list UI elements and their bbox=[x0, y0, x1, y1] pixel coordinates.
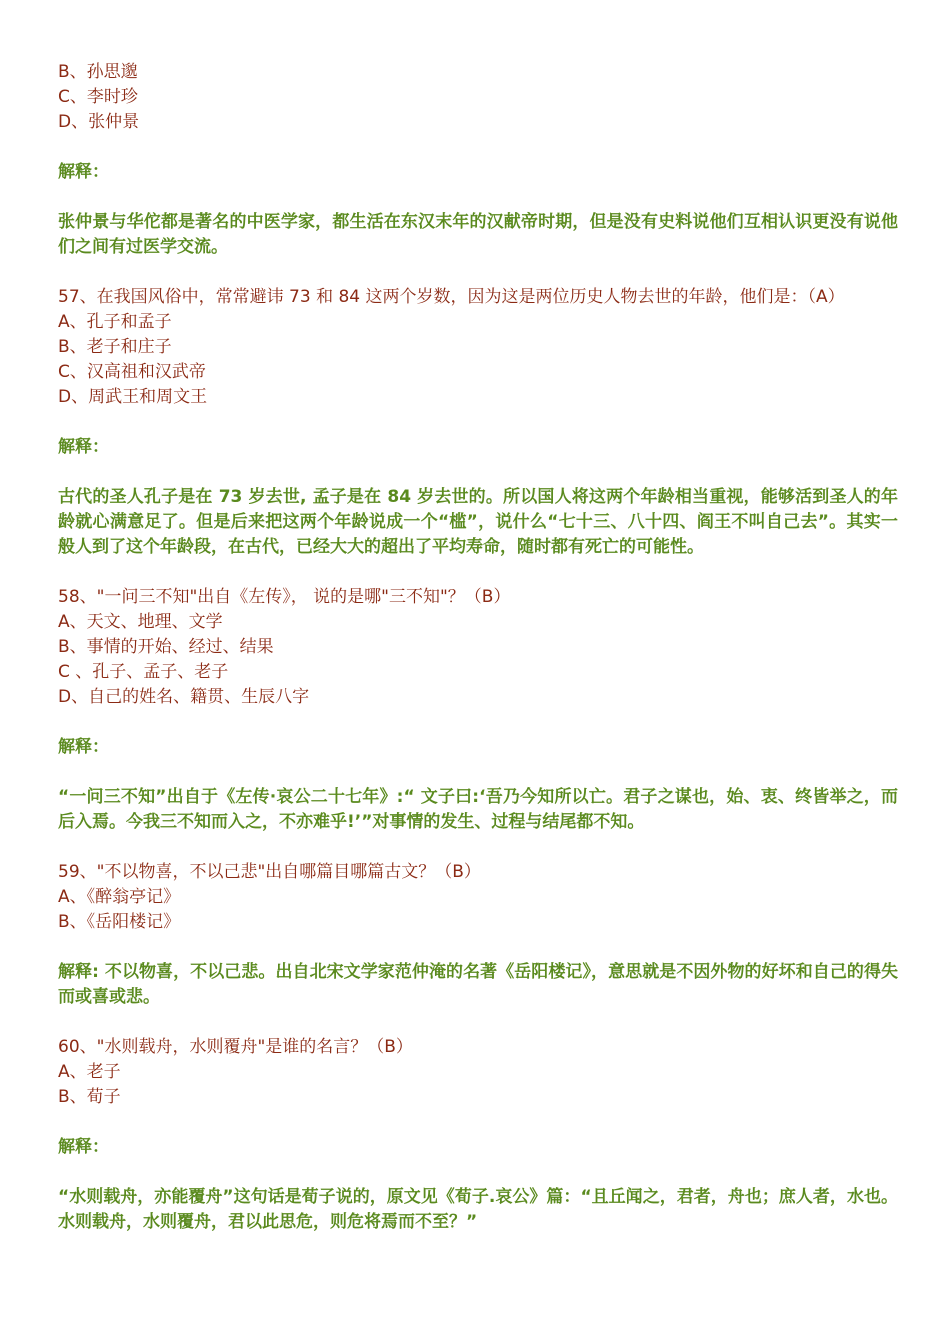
explanation-heading: 解释： bbox=[58, 737, 109, 757]
option-text: C、汉高祖和汉武帝 bbox=[58, 362, 206, 382]
option-text: D、周武王和周文王 bbox=[58, 387, 208, 407]
document-page bbox=[58, 60, 898, 1235]
option-text: B、事情的开始、经过、结果 bbox=[58, 637, 274, 657]
explanation-heading: 解释： bbox=[58, 162, 109, 182]
explanation-heading: 解释： bbox=[58, 437, 109, 457]
question-text: 57、在我国风俗中，常常避讳 73 和 84 这两个岁数，因为这是两位历史人物去世的年龄，他们是：（A） bbox=[58, 287, 845, 307]
explanation-text: 解释: 不以物喜，不以己悲。出自北宋文学家范仲淹的名著《岳阳楼记》，意思就是不因外物的好坏和自己的得失而或喜或悲。 bbox=[58, 962, 898, 1007]
explanation-heading: 解释： bbox=[58, 1137, 109, 1157]
option-text: B、荀子 bbox=[58, 1087, 121, 1107]
explanation-text: “一问三不知”出自于《左传·哀公二十七年》:“ 文子曰:‘吾乃今知所以亡。君子之谋也，始、衷、终皆举之，而后入焉。今我三不知而入之，不亦难乎!’”对事情的发生、过程与结尾都不知。 bbox=[58, 787, 898, 832]
option-text: B、《岳阳楼记》 bbox=[58, 912, 181, 932]
explanation-text: 古代的圣人孔子是在 73 岁去世, 孟子是在 84 岁去世的。所以国人将这两个年龄相当重视，能够活到圣人的年龄就心满意足了。但是后来把这两个年龄说成一个“槛”，说什么“七十三、八十四、阎王不叫自己去”。其实一般人到了这个年龄段，在古代，已经大大的超出了平均寿命，随时都有死亡的可能性。 bbox=[58, 487, 898, 557]
option-text: D、自己的姓名、籍贯、生辰八字 bbox=[58, 687, 310, 707]
option-text: A、《醉翁亭记》 bbox=[58, 887, 181, 907]
question-text: 60、"水则载舟，水则覆舟"是谁的名言？（B） bbox=[58, 1037, 413, 1057]
question-text: 59、"不以物喜，不以己悲"出自哪篇目哪篇古文？（B） bbox=[58, 862, 481, 882]
option-text: C、李时珍 bbox=[58, 87, 138, 107]
option-text: D、张仲景 bbox=[58, 112, 140, 132]
explanation-text: 张仲景与华佗都是著名的中医学家，都生活在东汉末年的汉献帝时期，但是没有史料说他们互相认识更没有说他们之间有过医学交流。 bbox=[58, 212, 898, 257]
question-text: 58、"一问三不知"出自《左传》， 说的是哪"三不知"？（B） bbox=[58, 587, 511, 607]
option-text: A、孔子和孟子 bbox=[58, 312, 172, 332]
option-text: A、天文、地理、文学 bbox=[58, 612, 223, 632]
explanation-text: “水则载舟，亦能覆舟”这句话是荀子说的，原文见《荀子.哀公》篇：“且丘闻之，君者，舟也；庶人者，水也。水则载舟，水则覆舟，君以此思危，则危将焉而不至？” bbox=[58, 1187, 898, 1232]
option-text: A、老子 bbox=[58, 1062, 121, 1082]
option-text: B、老子和庄子 bbox=[58, 337, 172, 357]
option-text: C 、孔子、孟子、老子 bbox=[58, 662, 229, 682]
option-text: B、孙思邈 bbox=[58, 62, 138, 82]
